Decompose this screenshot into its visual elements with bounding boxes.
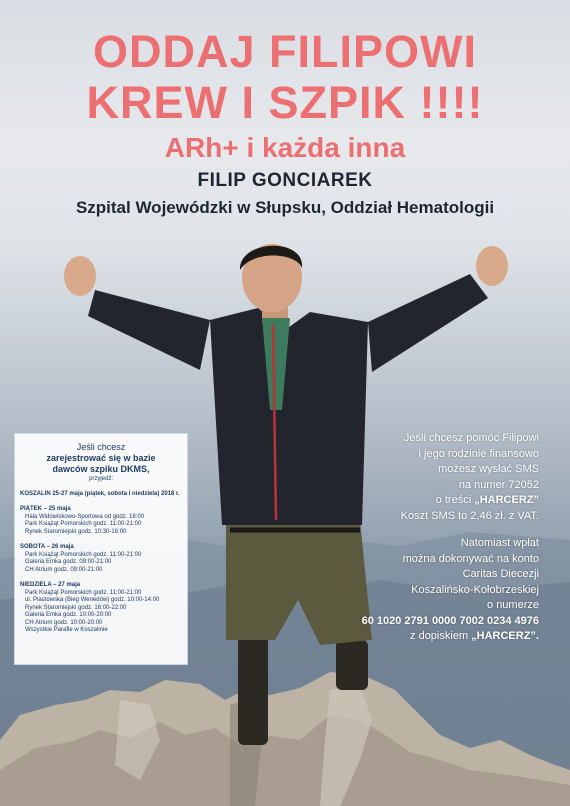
day-heading: PIĄTEK – 25 maja	[20, 506, 71, 512]
box-intro-1: Jeśli chcesz	[76, 442, 126, 452]
day-heading: SOBOTA – 26 maja	[20, 544, 74, 550]
location-item: Wszystkie Parafie w Koszalinie	[25, 627, 108, 633]
location-item: CH Atrium godz. 10:00-20:00	[25, 619, 103, 626]
patient-name: FILIP GONCIAREK	[197, 170, 373, 191]
sms-line: Jeśli chcesz pomóc Filipowi	[403, 432, 539, 444]
box-intro-4: przyjedź:	[88, 476, 113, 482]
location-item: Park Książąt Pomorskich godz. 11:00-21:00	[25, 521, 142, 527]
note-line	[299, 629, 539, 645]
location-item: Hala Widowiskowo-Sportowa od godz. 18:00	[25, 513, 145, 520]
account-number	[299, 614, 539, 630]
transfer-line: o numerze	[487, 599, 539, 611]
sms-line: i jego rodzinie finansowo	[418, 447, 539, 460]
location-item: Rynek Staromiejski godz. 10:30-16:00	[25, 528, 127, 535]
location-item: Park Książąt Pomorskich godz. 11:00-21:00	[25, 551, 142, 558]
main-title-line2: KREW I SZPIK !!!!	[86, 77, 484, 128]
transfer-line: można dokonywać na konto	[402, 552, 539, 565]
location-item: CH Atrium godz. 09:00-21:00	[25, 566, 103, 573]
note-prefix: z dopiskiem	[410, 630, 472, 642]
box-intro-3: dawców szpiku DKMS,	[52, 464, 150, 474]
note-keyword: „HARCERZ”.	[471, 630, 539, 642]
day-heading: NIEDZIELA – 27 maja	[20, 582, 81, 588]
blood-type-subtitle: ARh+ i każda inna	[164, 132, 406, 163]
location-item: ul. Piastowska (Bieg Wenedów) godz. 10:00-14:00	[25, 597, 160, 603]
financial-help-text	[299, 431, 539, 645]
transfer-line: Natomiast wpłat	[460, 537, 539, 549]
location-item: Galeria Emka godz. 09:00-21:00	[25, 559, 112, 565]
sms-line: możesz wysłać SMS	[438, 463, 539, 475]
location-item: Park Książąt Pomorskich godz. 11:00-21:00	[25, 589, 142, 596]
sms-content-line	[299, 493, 539, 509]
location-item: Galeria Emka godz. 10:00-20:00	[25, 612, 112, 618]
donor-registration-box	[14, 433, 188, 665]
main-title-line1: ODDAJ FILIPOWI	[93, 26, 477, 77]
account-number-value: 60 1020 2791 0000 7002 0234 4976	[361, 614, 539, 627]
transfer-line: Koszalińsko-Kołobrzeskiej	[411, 583, 539, 596]
hospital-name: Szpital Wojewódzki w Słupsku, Oddział Hematologii	[75, 198, 495, 217]
sms-keyword: „HARCERZ”	[474, 494, 539, 506]
box-intro-2: zarejestrować się w bazie	[46, 453, 156, 463]
sms-content-prefix: o treści	[435, 494, 475, 506]
sms-cost: Koszt SMS to 2,46 zł. z VAT.	[400, 509, 539, 522]
location-item: Rynek Staromiejski godz. 16:00-22:00	[25, 604, 127, 611]
transfer-line: Caritas Diecezji	[462, 568, 539, 580]
event-date-range: KOSZALIN 25-27 maja (piątek, sobota i niedziela) 2018 r.	[20, 490, 180, 497]
sms-line: na numer 72052	[458, 478, 539, 491]
